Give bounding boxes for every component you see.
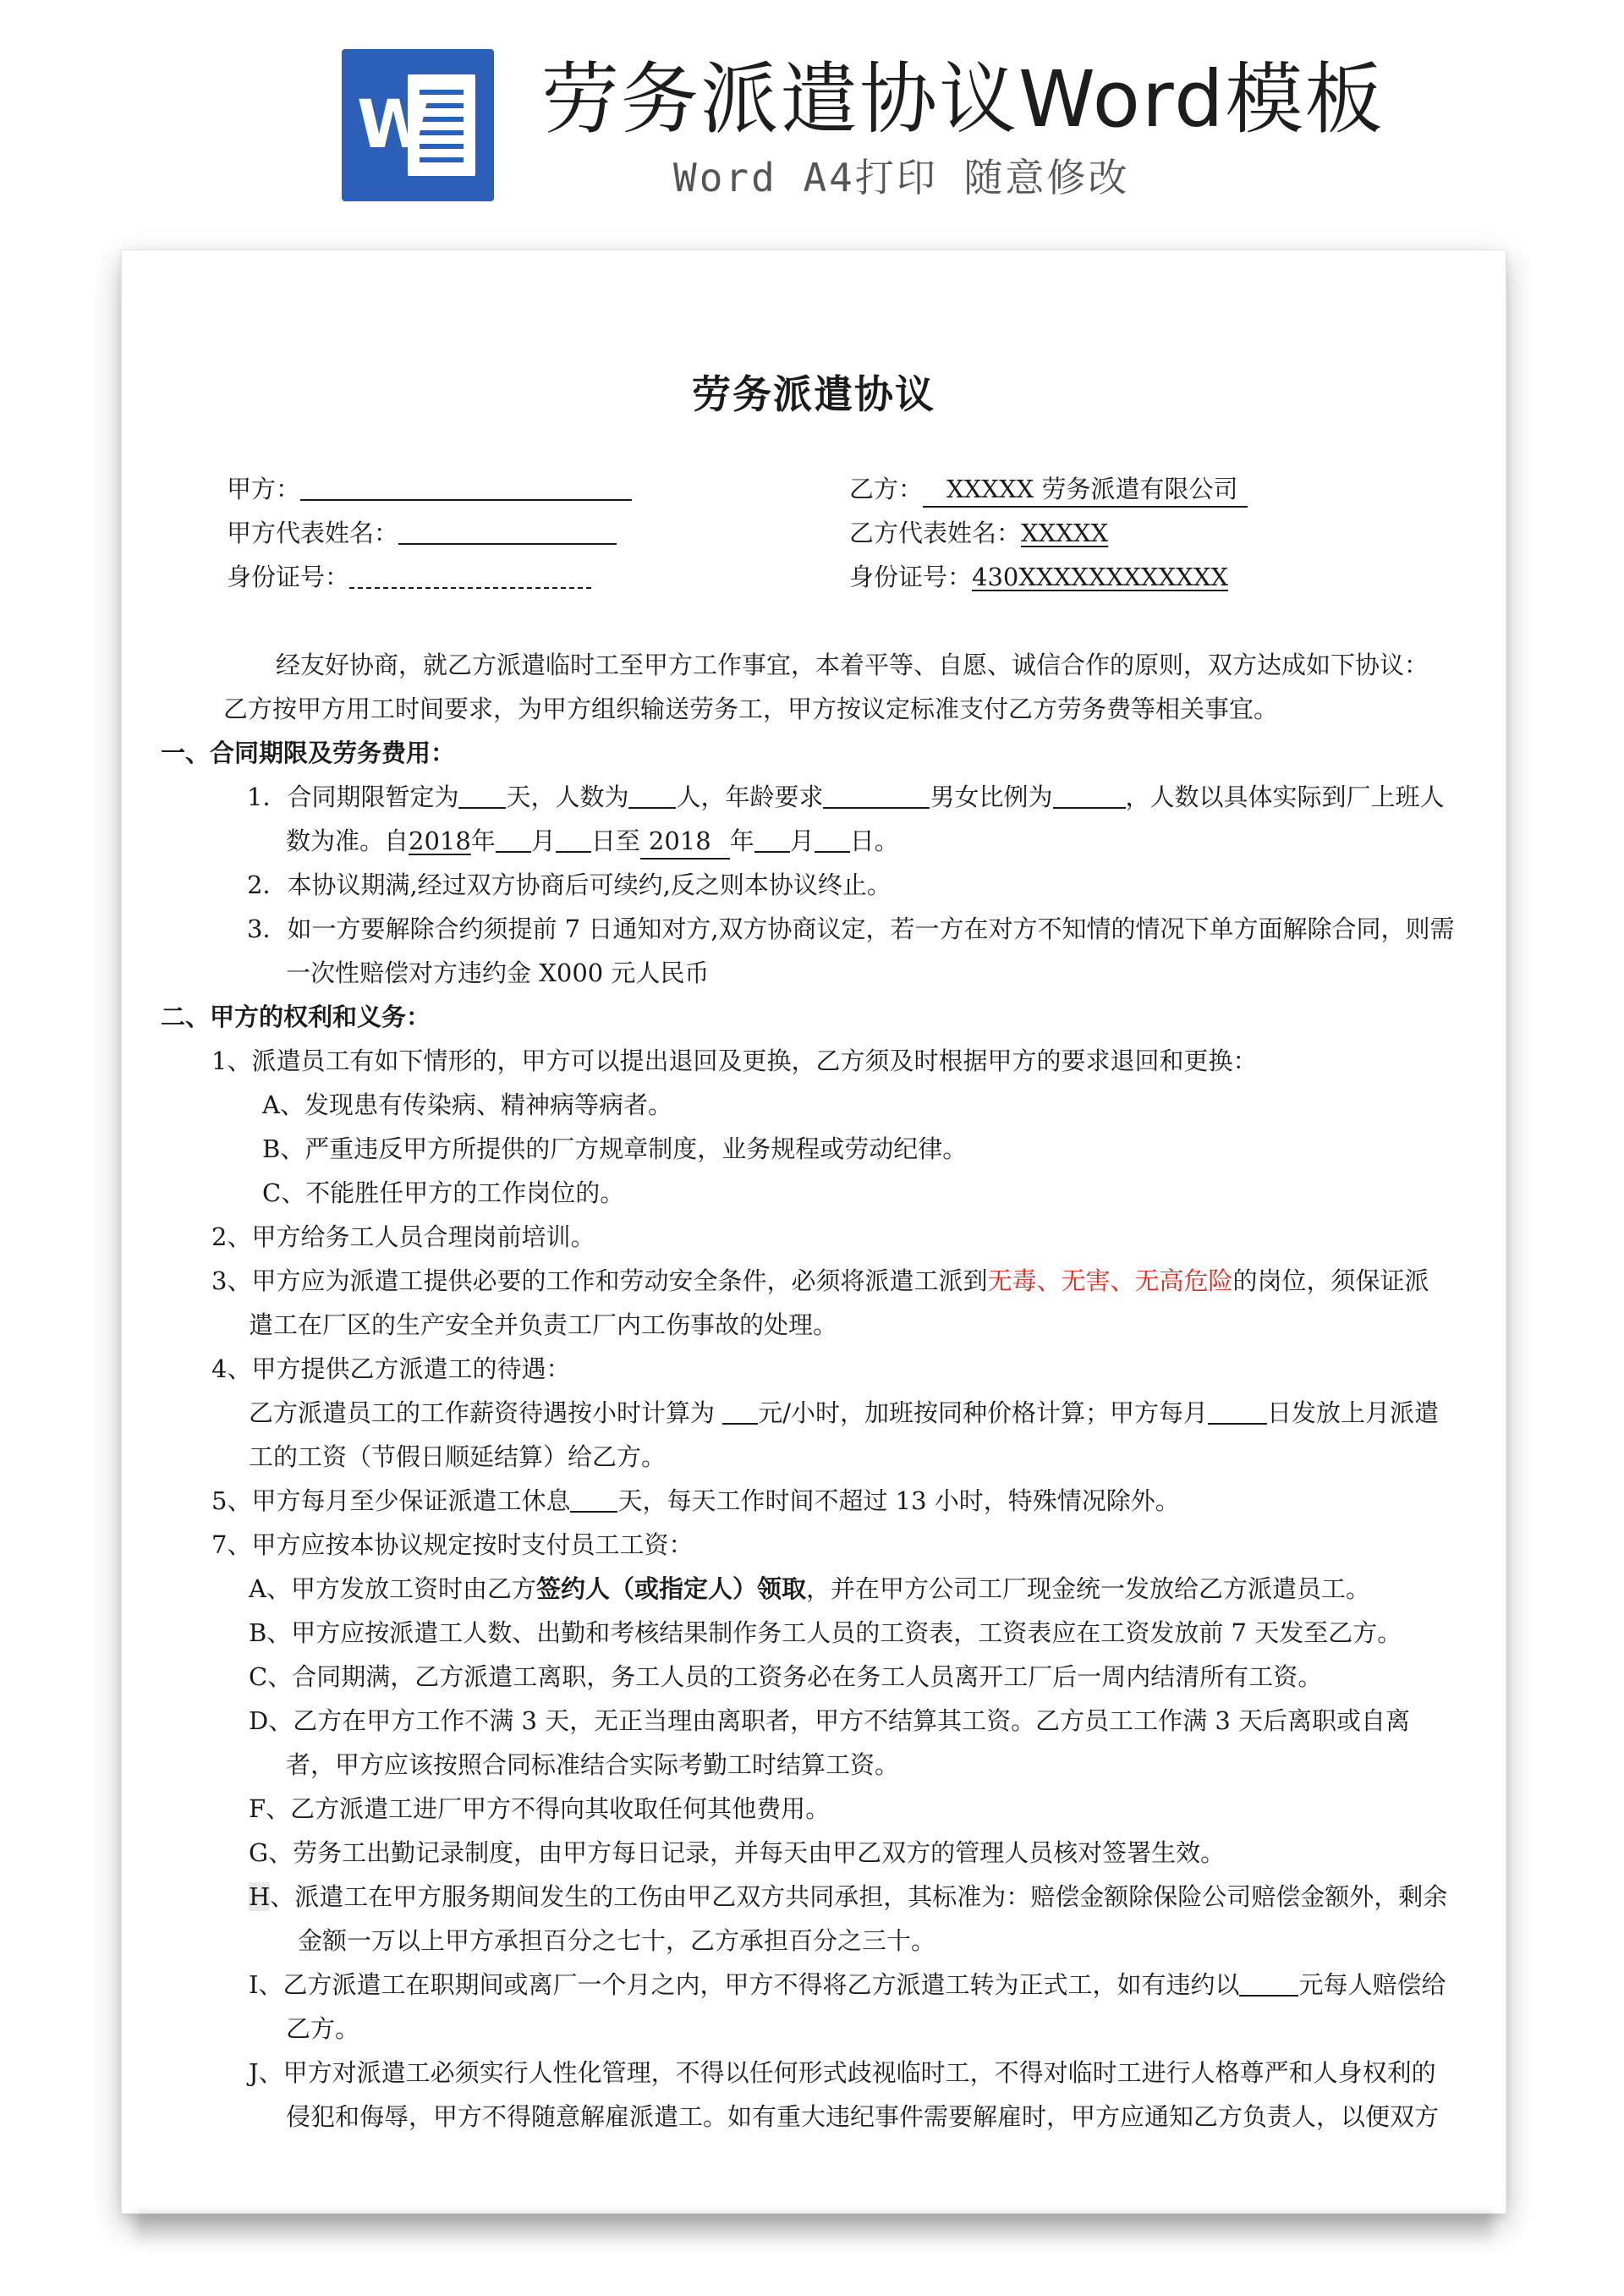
s2-item-7h-line-1: H、派遣工在甲方服务期间发生的工伤由甲乙双方共同承担，其标准为：赔偿金额除保险公司赔偿金额外，剩余 [249,1882,1448,1911]
s2-item-5: 5、甲方每月至少保证派遣工休息 天，每天工作时间不超过 13 小时，特殊情况除外。 [211,1486,1180,1515]
page-shadow [135,2213,1492,2247]
intro-paragraph-line-1: 经友好协商，就乙方派遣临时工至甲方工作事宜，本着平等、自愿、诚信合作的原则，双方达成如下协议： [276,651,1429,679]
party-a-rep-blank [398,518,617,545]
word-logo-letter: W [356,87,431,163]
s2-item-7g: G、劳务工出勤记录制度，由甲方每日记录，并每天由甲乙双方的管理人员核对签署生效。 [249,1838,1226,1867]
s2-item-7j-line-2: 侵犯和侮辱，甲方不得随意解雇派遣工。如有重大违纪事件需要解雇时，甲方应通知乙方负责人，以便双方 [286,2102,1440,2131]
banner-subtitle: Word A4打印 随意修改 [673,155,1130,200]
s2-item-7: 7、甲方应按本协议规定按时支付员工工资： [211,1530,694,1559]
s2-item-7c: C、合同期满，乙方派遣工离职，务工人员的工资务必在务工人员离开工厂后一周内结清所有工资。 [249,1662,1323,1691]
section-1-heading: 一、合同期限及劳务费用： [161,739,456,767]
party-a-id-blank [349,562,591,589]
banner-title: 劳务派遣协议Word模板 [541,54,1385,145]
s1-item-1-line-2: 数为准。自2018年 月 日至 2018 年 月 日。 [286,824,899,860]
party-a-label: 甲方： [227,475,301,503]
document-page [122,250,1506,2213]
s1-item-1-line-1: 1．合同期限暂定为 天，人数为 人，年龄要求 男女比例为 ，人数以具体实际到厂上班人 [247,783,1445,811]
s2-item-3-line-2: 遣工在厂区的生产安全并负责工厂内工伤事故的处理。 [249,1310,838,1339]
s2-item-1a: A、发现患有传染病、精神病等病者。 [262,1090,672,1119]
s2-item-7f: F、乙方派遣工进厂甲方不得向其收取任何其他费用。 [249,1794,831,1823]
s2-item-4-line-2: 工的工资（节假日顺延结算）给乙方。 [249,1442,667,1471]
party-b-rep-value: XXXXX [1021,519,1109,547]
party-a-rep-label: 甲方代表姓名： [227,519,399,547]
party-a-id-line [227,560,591,594]
s2-item-7d-line-1: D、乙方在甲方工作不满 3 天，无正当理由离职者，甲方不结算其工资。乙方员工工作满 3 天后离职或自离 [249,1706,1411,1735]
intro-paragraph-line-2: 乙方按甲方用工时间要求，为甲方组织输送劳务工，甲方按议定标准支付乙方劳务费等相关事宜。 [223,695,1279,723]
party-b-id-line [849,560,1228,594]
party-b-label: 乙方： [849,475,924,503]
section-2-heading: 二、甲方的权利和义务： [161,1002,431,1031]
s2-item-7i-line-2: 乙方。 [286,2014,360,2043]
template-banner [0,0,1624,241]
end-year: 2018 [640,824,730,860]
s1-item-3-line-2: 一次性赔偿对方违约金 X000 元人民币 [286,958,710,987]
document-title: 劳务派遣协议 [692,371,935,417]
signatory-emphasis: 签约人（或指定人）领取 [535,1574,806,1603]
s2-item-1: 1、派遣员工有如下情形的，甲方可以提出退回及更换，乙方须及时根据甲方的要求退回和更换： [211,1046,1258,1075]
s2-item-7j-line-1: J、甲方对派遣工必须实行人性化管理，不得以任何形式歧视临时工，不得对临时工进行人格尊严和人身权利的 [249,2058,1436,2087]
s2-item-3-line-1: 3、甲方应为派遣工提供必要的工作和劳动安全条件，必须将派遣工派到无毒、无害、无高危险的岗位，须保证派 [211,1266,1429,1295]
s2-item-7b: B、甲方应按派遣工人数、出勤和考核结果制作务工人员的工资表，工资表应在工资发放前 7 天发至乙方。 [249,1618,1402,1647]
s2-item-1c: C、不能胜任甲方的工作岗位的。 [262,1178,625,1207]
start-year: 2018 [409,827,471,855]
s2-item-1b: B、严重违反甲方所提供的厂方规章制度，业务规程或劳动纪律。 [262,1134,968,1163]
s1-item-2: 2．本协议期满,经过双方协商后可续约,反之则本协议终止。 [247,871,892,899]
s2-item-2: 2、甲方给务工人员合理岗前培训。 [211,1222,595,1251]
s2-item-7a: A、甲方发放工资时由乙方签约人（或指定人）领取，并在甲方公司工厂现金统一发放给乙方派遣员工。 [249,1574,1370,1603]
s2-item-7i-line-1: I、乙方派遣工在职期间或离厂一个月之内，甲方不得将乙方派遣工转为正式工，如有违约以 元每人赔偿给 [249,1970,1446,1999]
s1-item-3-line-1: 3．如一方要解除合约须提前 7 日通知对方,双方协商议定，若一方在对方不知情的情况下单方面解除合同，则需 [247,915,1455,943]
item-h-letter: H [249,1882,271,1911]
party-a-line [227,472,632,506]
party-b-rep-line [849,516,1108,550]
s2-item-4: 4、甲方提供乙方派遣工的待遇： [211,1354,571,1383]
party-b-id-value: 430XXXXXXXXXXXX [972,563,1229,591]
party-b-rep-label: 乙方代表姓名： [849,519,1022,547]
party-a-id-label: 身份证号： [227,563,350,591]
party-a-rep-line [227,516,617,550]
hazard-free-emphasis: 无毒、无害、无高危险 [987,1266,1233,1295]
s2-item-4-line-1: 乙方派遣员工的工作薪资待遇按小时计算为 元/小时，加班按同种价格计算；甲方每月 日发放上月派遣 [249,1398,1440,1427]
s2-item-7d-line-2: 者，甲方应该按照合同标准结合实际考勤工时结算工资。 [286,1750,900,1779]
party-b-id-label: 身份证号： [849,563,973,591]
party-b-value: XXXXX 劳务派遣有限公司 [923,472,1248,508]
s2-item-7h-line-2: 金额一万以上甲方承担百分之七十，乙方承担百分之三十。 [298,1926,936,1955]
party-b-line [849,472,1248,508]
party-a-blank [300,474,632,501]
word-logo-icon [342,49,494,201]
